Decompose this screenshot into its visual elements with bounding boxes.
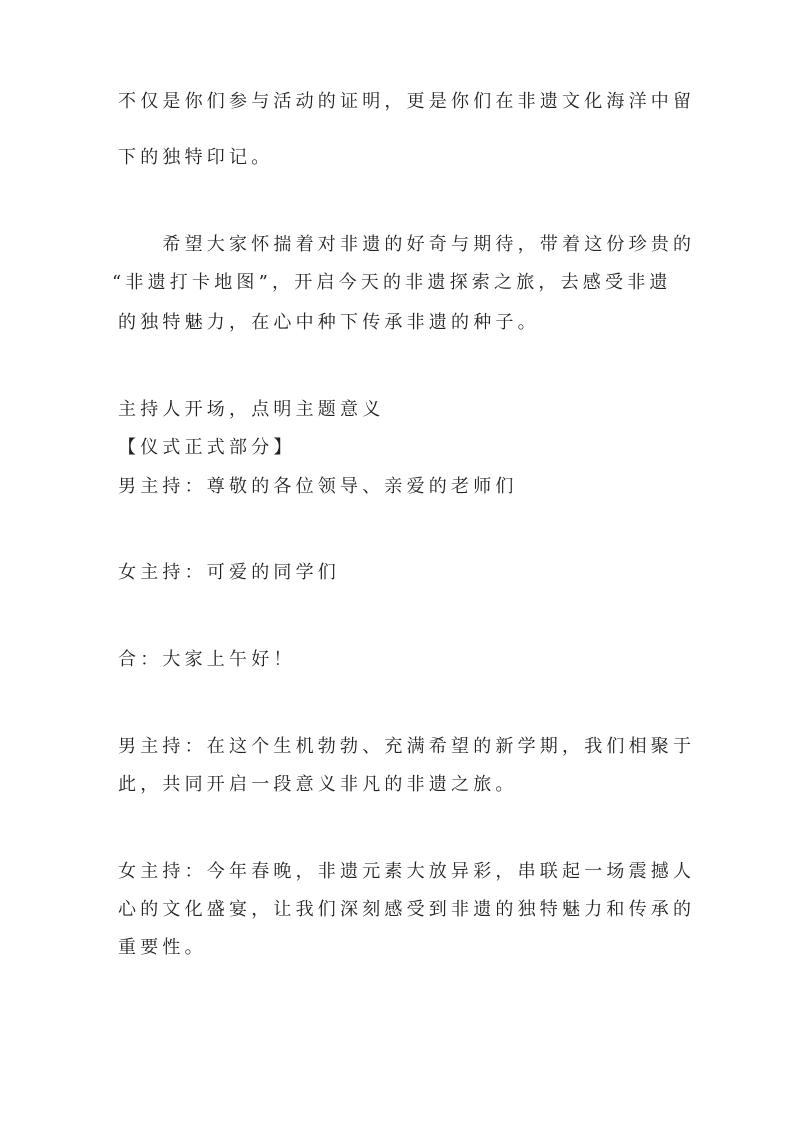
text-line: 的独特魅力，在心中种下传承非遗的种子。 (118, 312, 540, 333)
text-line: 合：大家上午好！ (118, 649, 296, 670)
text-line: “非遗打卡地图”，开启今天的非遗探索之旅，去感受非遗 (112, 272, 672, 293)
text-line: 不仅是你们参与活动的证明，更是你们在非遗文化海洋中留 (118, 91, 696, 112)
text-line: 重要性。 (118, 937, 207, 958)
text-line: 男主持：尊敬的各位领导、亲爱的老师们 (118, 476, 518, 497)
text-line: 主持人开场，点明主题意义 (118, 399, 385, 420)
text-line: 下的独特印记。 (118, 147, 274, 168)
text-line: 希望大家怀揣着对非遗的好奇与期待，带着这份珍贵的 (118, 234, 696, 255)
text-line: 心的文化盛宴，让我们深刻感受到非遗的独特魅力和传承的 (118, 899, 696, 920)
text-line: 男主持：在这个生机勃勃、充满希望的新学期，我们相聚于 (118, 736, 696, 757)
text-line: 女主持：可爱的同学们 (118, 562, 340, 583)
text-line: 此，共同开启一段意义非凡的非遗之旅。 (118, 774, 518, 795)
section-heading: 【仪式正式部分】 (118, 437, 296, 458)
text-line: 女主持：今年春晚，非遗元素大放异彩，串联起一场震撼人 (118, 861, 696, 882)
